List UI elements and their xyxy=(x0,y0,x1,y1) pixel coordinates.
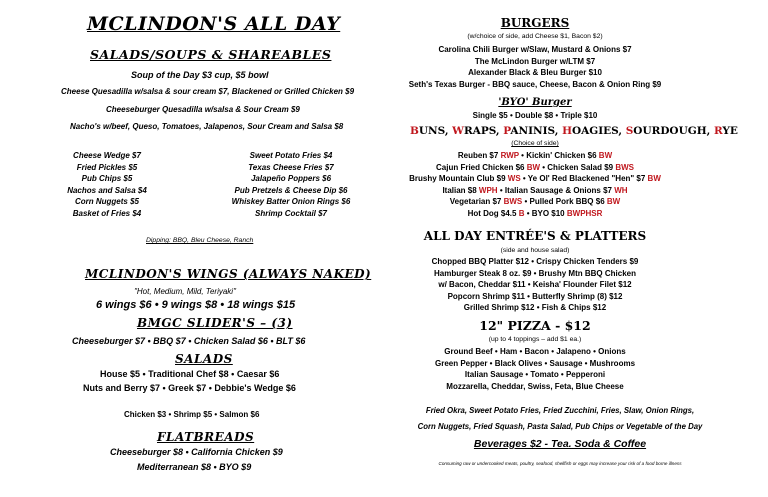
salad-add-ons: Chicken $3 • Shrimp $5 • Salmon $6 xyxy=(124,410,260,419)
shareable-item: Sweet Potato Fries $4 xyxy=(249,151,333,160)
hoagies-word: OAGIES, xyxy=(572,125,626,137)
burger-item: Alexander Black & Bleu Burger $10 xyxy=(468,68,602,77)
dipping-note: Dipping: BBQ, Bleu Cheese, Ranch xyxy=(146,237,254,244)
pizza-topping-row: Green Pepper • Black Olives • Sausage • Mushrooms xyxy=(434,358,636,368)
bread-codes: WPH xyxy=(478,185,498,195)
buns-list xyxy=(405,150,665,219)
buns-item: Brushy Mountain Club $9 xyxy=(409,174,508,183)
shareables-left-list xyxy=(62,150,152,219)
wings-flavors: "Hot, Medium, Mild, Teriyaki" xyxy=(134,287,236,296)
wings-prices: 6 wings $6 • 9 wings $8 • 18 wings $15 xyxy=(96,299,296,311)
buns-heading xyxy=(410,125,738,137)
sides-line-1: Fried Okra, Sweet Potato Fries, Fried Zucchini, Fries, Slaw, Onion Rings, xyxy=(425,406,695,415)
bread-codes: WS xyxy=(507,174,521,183)
bread-codes: BW xyxy=(526,162,541,172)
bread-codes: BW xyxy=(606,197,621,206)
salads-line-2: Nuts and Berry $7 • Greek $7 • Debbie's Wedge $6 xyxy=(83,383,296,393)
salads-heading: SALADS xyxy=(175,352,233,366)
buns-word: UNS, xyxy=(418,125,453,137)
pizza-topping-row: Mozzarella, Cheddar, Swiss, Feta, Blue Cheese xyxy=(446,381,624,391)
burger-item: The McLindon Burger w/LTM $7 xyxy=(474,56,596,66)
menu-title: MCLINDON'S ALL DAY xyxy=(87,13,341,35)
flatbreads-line-1: Cheeseburger $8 • California Chicken $9 xyxy=(110,447,283,457)
burgers-list xyxy=(405,44,665,90)
shareable-item: Texas Cheese Fries $7 xyxy=(248,162,334,172)
pizza-topping-row: Ground Beef • Ham • Bacon • Jalapeno • Onions xyxy=(444,347,626,356)
rye-word: YE xyxy=(722,125,738,137)
burgers-heading: BURGERS xyxy=(500,16,570,30)
buns-item: Kickin' Chicken $6 xyxy=(526,151,599,160)
flatbreads-line-2: Mediterranean $8 • BYO $9 xyxy=(137,462,252,472)
shareables-right-list xyxy=(226,150,356,219)
buns-item: BYO $10 xyxy=(531,208,567,218)
entrees-heading: ALL DAY ENTRÉE'S & PLATTERS xyxy=(423,229,647,243)
hoagies-letter: H xyxy=(562,125,572,137)
buns-item: Italian Sausage & Onions $7 xyxy=(504,185,615,195)
wings-heading: MCLINDON'S WINGS (ALWAYS NAKED) xyxy=(85,267,372,281)
entree-item: Popcorn Shrimp $11 • Butterfly Shrimp (8) $12 xyxy=(447,291,623,301)
pizza-heading: 12" PIZZA - $12 xyxy=(479,318,591,333)
cheeseburger-quesadilla-line: Cheeseburger Quesadilla w/salsa & Sour Cream $9 xyxy=(106,105,300,114)
buns-item: Pulled Pork BBQ $6 xyxy=(529,197,607,206)
sourdough-word: OURDOUGH, xyxy=(633,125,714,137)
entree-item: w/ Bacon, Cheddar $11 • Keisha' Flounder Filet $12 xyxy=(438,280,632,289)
buns-row: Vegetarian $7 BWS • Pulled Pork BBQ $6 BW xyxy=(449,197,621,206)
bread-codes: B xyxy=(518,208,525,218)
byo-prices: Single $5 • Double $8 • Triple $10 xyxy=(472,111,598,120)
salads-soups-heading: SALADS/SOUPS & SHAREABLES xyxy=(90,47,332,62)
shareable-item: Pub Pretzels & Cheese Dip $6 xyxy=(234,185,348,195)
bread-codes: BWPHSR xyxy=(566,208,603,218)
buns-item: Ye Ol' Red Blackened "Hen" $7 xyxy=(527,174,648,183)
pizza-note: (up to 4 toppings – add $1 ea.) xyxy=(488,336,582,343)
bread-codes: BW xyxy=(647,174,661,183)
paninis-word: ANINIS, xyxy=(510,125,563,137)
byo-heading: 'BYO' Burger xyxy=(498,97,572,108)
soup-of-day: Soup of the Day $3 cup, $5 bowl xyxy=(131,70,269,80)
shareable-item: Jalapeño Poppers $6 xyxy=(250,174,332,183)
pizza-topping-row: Italian Sausage • Tomato • Pepperoni xyxy=(464,370,606,379)
bread-codes: BWS xyxy=(503,197,523,206)
shareable-item: Nachos and Salsa $4 xyxy=(67,185,147,195)
entree-item: Grilled Shrimp $12 • Fish & Chips $12 xyxy=(463,303,607,312)
buns-item: Italian $8 xyxy=(442,185,479,195)
pizza-toppings xyxy=(405,346,665,392)
burger-item: Carolina Chili Burger w/Slaw, Mustard & Onions $7 xyxy=(438,45,632,54)
shareable-item: Corn Nuggets $5 xyxy=(74,197,139,206)
entrees-list xyxy=(405,256,665,314)
buns-item: Cajun Fried Chicken $6 xyxy=(436,162,527,172)
bread-codes: BWS xyxy=(615,162,634,172)
wraps-letter: W xyxy=(452,125,464,137)
entrees-note: (side and house salad) xyxy=(500,247,570,254)
sourdough-letter: S xyxy=(625,125,634,137)
buns-item: Reuben $7 xyxy=(457,151,501,160)
buns-row: Cajun Fried Chicken $6 BW • Chicken Salad $9 BWS xyxy=(436,162,634,172)
buns-row: Hot Dog $4.5 B • BYO $10 BWPHSR xyxy=(467,208,603,218)
sliders-heading: BMGC SLIDER'S – (3) xyxy=(137,316,293,330)
burgers-note: (w/choice of side, add Cheese $1, Bacon $2) xyxy=(467,33,603,40)
buns-item: Chicken Salad $9 xyxy=(547,162,616,172)
food-disclaimer: Consuming raw or undercooked meats, poultry, seafood, shellfish or eggs may increase your risk of a food borne illness xyxy=(438,461,682,466)
shareable-item: Fried Pickles $5 xyxy=(76,162,138,172)
buns-row: Italian $8 WPH • Italian Sausage & Onions $7 WH xyxy=(442,185,628,195)
shareable-item: Pub Chips $5 xyxy=(81,174,133,183)
buns-note: (Choice of side) xyxy=(511,140,559,147)
buns-row: Brushy Mountain Club $9 WS • Ye Ol' Red Blackened "Hen" $7 BW xyxy=(409,174,661,183)
sliders-items: Cheeseburger $7 • BBQ $7 • Chicken Salad $6 • BLT $6 xyxy=(72,336,306,346)
salads-line-1: House $5 • Traditional Chef $8 • Caesar $6 xyxy=(100,369,280,379)
beverages-line: Beverages $2 - Tea. Soda & Coffee xyxy=(473,438,647,450)
wraps-word: RAPS, xyxy=(463,125,504,137)
flatbreads-heading: FLATBREADS xyxy=(157,430,255,444)
shareable-item: Whiskey Batter Onion Rings $6 xyxy=(231,197,351,206)
rye-letter: R xyxy=(713,125,723,137)
nachos-line: Nacho's w/beef, Queso, Tomatoes, Jalapenos, Sour Cream and Salsa $8 xyxy=(70,122,344,131)
burger-item: Seth's Texas Burger - BBQ sauce, Cheese, Bacon & Onion Ring $9 xyxy=(408,79,662,89)
buns-item: Vegetarian $7 xyxy=(449,197,504,206)
paninis-letter: P xyxy=(503,125,511,137)
bread-codes: RWP xyxy=(500,151,519,160)
sides-line-2: Corn Nuggets, Fried Squash, Pasta Salad, Pub Chips or Vegetable of the Day xyxy=(417,422,703,431)
bread-codes: BW xyxy=(598,151,613,160)
shareable-item: Shrimp Cocktail $7 xyxy=(254,208,328,218)
entree-item: Hamburger Steak 8 oz. $9 • Brushy Mtn BBQ Chicken xyxy=(434,268,636,278)
buns-row: Reuben $7 RWP • Kickin' Chicken $6 BW xyxy=(457,151,613,160)
entree-item: Chopped BBQ Platter $12 • Crispy Chicken Tenders $9 xyxy=(431,257,639,266)
bread-codes: WH xyxy=(614,185,628,195)
buns-letter: B xyxy=(410,125,419,137)
shareable-item: Basket of Fries $4 xyxy=(72,208,142,218)
shareable-item: Cheese Wedge $7 xyxy=(73,151,141,160)
buns-item: Hot Dog $4.5 xyxy=(467,208,519,218)
quesadilla-line: Cheese Quesadilla w/salsa & sour cream $7, Blackened or Grilled Chicken $9 xyxy=(61,87,355,96)
